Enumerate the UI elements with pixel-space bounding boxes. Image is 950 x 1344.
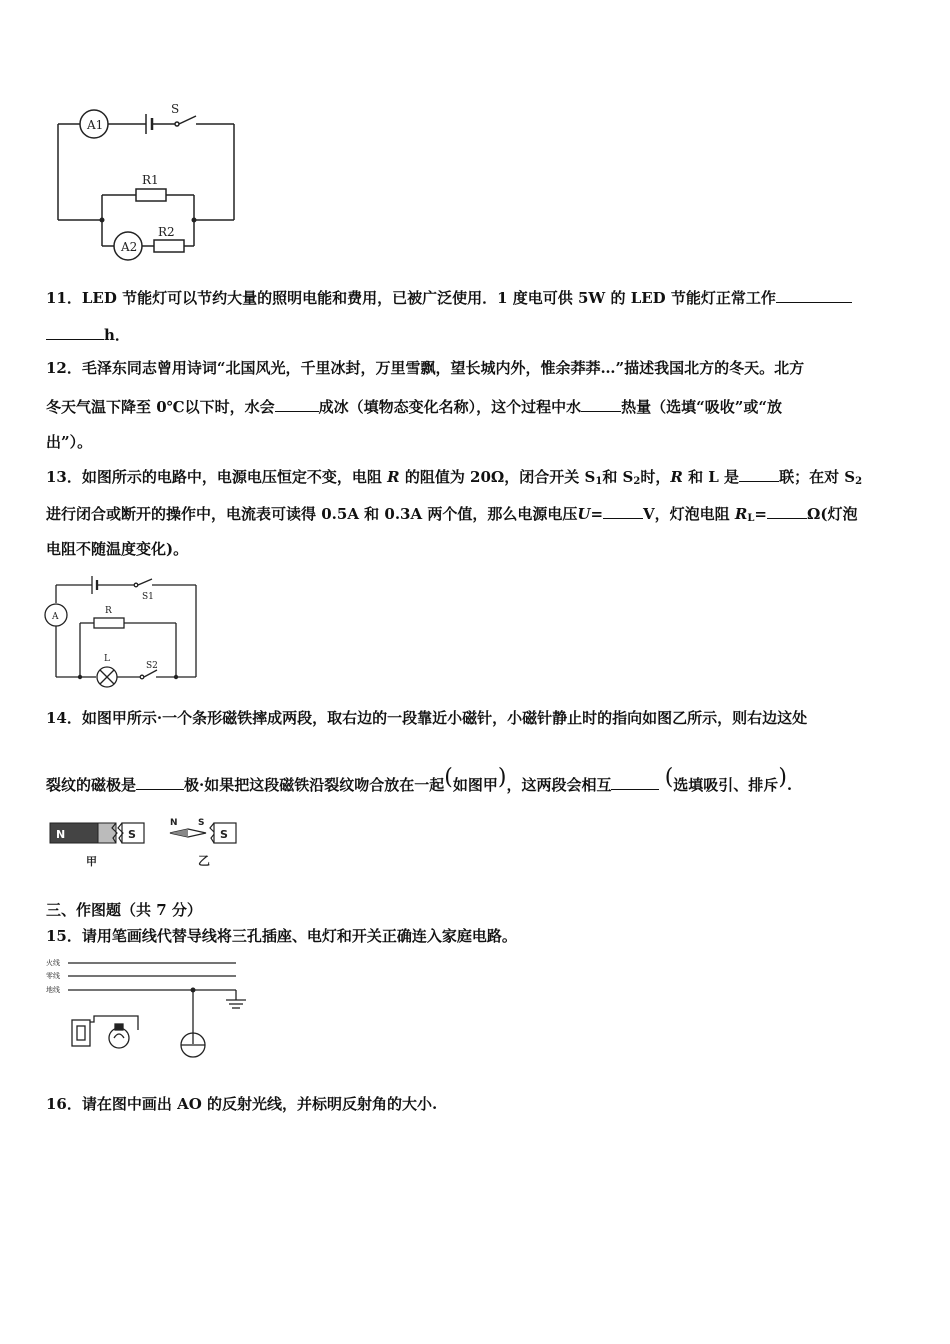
switch-s-label: S <box>171 102 180 116</box>
q11-blank2[interactable] <box>46 324 104 340</box>
q13-sub-s1: 1 <box>595 476 603 487</box>
resistor-r1-label: R1 <box>142 173 159 187</box>
q13-blank2[interactable] <box>603 503 643 519</box>
q15-text: 15．请用笔画线代替导线将三孔插座、电灯和开关正确连入家庭电路。 <box>46 927 517 945</box>
ammeter-a2-label: A2 <box>121 240 138 254</box>
q15-line1 <box>46 926 906 946</box>
section3-title <box>46 900 906 920</box>
q13-sub-l: L <box>747 513 755 524</box>
q13-line3 <box>46 539 906 559</box>
q14-paren-open-2: ( <box>664 765 674 790</box>
magnet-n-label: N <box>56 828 66 841</box>
needle-n-label: N <box>170 818 178 828</box>
q11-line1 <box>46 287 906 308</box>
switch-s1 <box>138 579 152 585</box>
q14-paren-open-1: ( <box>444 765 453 790</box>
q14-text-2b: 极·如果把这段磁铁沿裂纹吻合放在一起 <box>184 776 445 794</box>
circuit-diagram-q13 <box>44 573 204 693</box>
q13-text-1c: 和 S <box>602 468 634 486</box>
q13-text-1e: 和 L 是 <box>688 468 740 486</box>
q14-paren-close-2: ) <box>778 765 787 790</box>
household-circuit-q15 <box>44 954 254 1064</box>
q14-text-1: 14．如图甲所示·一个条形磁铁摔成两段，取右边的一段靠近小磁针，小磁针静止时的指向如图乙所示，则右边这处 <box>46 709 808 727</box>
q11-text-a: 11．LED 节能灯可以节约大量的照明电能和费用，已被广泛使用．1 度电可供 5W 的 LED 节能灯正常工作 <box>46 289 776 307</box>
q13-line1 <box>46 466 906 492</box>
q13-text-2d: = <box>754 505 767 523</box>
magnet-diagram-q14 <box>48 815 248 875</box>
q11-blank1[interactable] <box>776 287 852 303</box>
q16-line1 <box>46 1094 906 1114</box>
q13-rl-symbol: R <box>734 505 748 523</box>
section3-title-text: 三、作图题（共 7 分） <box>46 901 202 919</box>
q14-text-2d: ，这两段会相互 <box>506 776 612 794</box>
q12-blank2[interactable] <box>581 396 621 412</box>
q13-blank1[interactable] <box>739 466 779 482</box>
q13-sub-s2: 2 <box>633 476 641 487</box>
q12-blank1[interactable] <box>275 396 319 412</box>
q13-text-1f: 联；在对 S <box>779 468 856 486</box>
q13-text-1a: 13．如图所示的电路中，电源电压恒定不变，电阻 <box>46 468 382 486</box>
lamp-l-label: L <box>104 654 110 664</box>
q12-text-2c: 热量（选填“吸收”或“放 <box>621 398 783 416</box>
q13-r-symbol: R <box>387 468 400 486</box>
switch-s1-label: S1 <box>142 592 154 602</box>
q14-blank1[interactable] <box>136 774 184 790</box>
resistor-r-label: R <box>105 606 112 616</box>
q13-line2 <box>46 503 906 529</box>
switch-box <box>72 1020 90 1046</box>
q13-u-symbol: U <box>577 505 591 523</box>
q11-text-b: h． <box>104 326 130 344</box>
wire-fire-label: 火线 <box>46 959 60 967</box>
q12-text-2a: 冬天气温下降至 0℃以下时，水会 <box>46 398 275 416</box>
magnet2-s-label: S <box>220 828 228 841</box>
q13-text-1d: 时， <box>640 468 671 486</box>
needle-s-label: S <box>198 818 205 828</box>
q13-r-symbol-2: R <box>670 468 683 486</box>
q13-text-2e: Ω(灯泡 <box>807 505 858 523</box>
q14-text-2c: 如图甲 <box>452 776 498 794</box>
q12-text-1: 12．毛泽东同志曾用诗词“北国风光，千里冰封，万里雪飘，望长城内外，惟余莽莽…”描述我国北方的冬天。北方 <box>46 359 805 377</box>
resistor-r1 <box>136 189 166 201</box>
q11-line2 <box>46 324 906 345</box>
q12-text-3: 出”）。 <box>46 433 93 451</box>
switch-s2-label: S2 <box>146 661 158 671</box>
q14-blank2[interactable] <box>611 774 659 790</box>
resistor-r <box>94 618 124 628</box>
wire-ground-label: 地线 <box>46 986 60 994</box>
figure-label-yi: 乙 <box>198 854 211 868</box>
q14-text-2e: 选填吸引、排斥 <box>673 776 779 794</box>
q13-text-2a: 进行闭合或断开的操作中，电流表可读得 0.5A 和 0.3A 两个值，那么电源电压 <box>46 505 578 523</box>
q13-text-2c: V，灯泡电阻 <box>643 505 730 523</box>
q14-line2 <box>46 765 906 795</box>
q13-sub-s2b: 2 <box>855 476 863 487</box>
q13-text-1b: 的阻值为 20Ω，闭合开关 S <box>404 468 596 486</box>
q14-text-2f: . <box>786 776 793 794</box>
q13-blank3[interactable] <box>767 503 807 519</box>
q12-text-2b: 成冰（填物态变化名称），这个过程中水 <box>318 398 582 416</box>
q12-line1 <box>46 358 906 378</box>
switch-s2 <box>144 670 157 677</box>
ammeter-a1-label: A1 <box>87 118 104 132</box>
q13-text-3: 电阻不随温度变化)。 <box>46 540 189 558</box>
resistor-r2-label: R2 <box>158 225 175 239</box>
q12-line3 <box>46 432 906 452</box>
resistor-r2 <box>154 240 184 252</box>
bulb <box>109 1028 129 1048</box>
q16-text: 16．请在图中画出 AO 的反射光线，并标明反射角的大小. <box>46 1095 438 1113</box>
circuit-diagram-q10 <box>50 100 250 270</box>
figure-label-jia: 甲 <box>86 855 97 868</box>
wire-neutral-label: 零线 <box>46 972 60 980</box>
q14-paren-close-1: ) <box>497 765 507 790</box>
q12-line2 <box>46 396 906 417</box>
q14-text-2a: 裂纹的磁极是 <box>46 776 137 794</box>
q13-text-2b: = <box>590 505 604 523</box>
ammeter-a-label: A <box>52 612 59 622</box>
switch-s <box>179 116 196 124</box>
q14-line1 <box>46 708 906 728</box>
magnet-s-label: S <box>128 828 136 841</box>
